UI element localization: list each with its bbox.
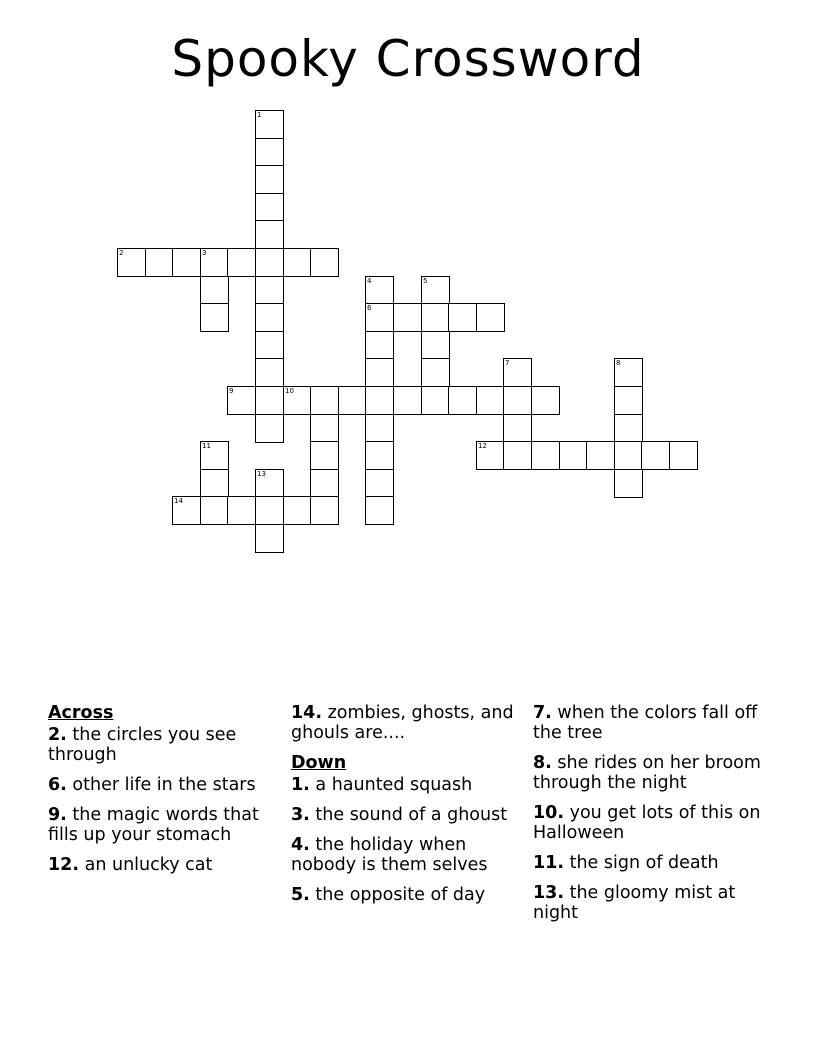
grid-cell[interactable]	[614, 441, 643, 470]
cell-number: 5	[423, 277, 428, 285]
grid-cell[interactable]	[255, 110, 284, 139]
grid-cell[interactable]	[503, 358, 532, 387]
grid-cell[interactable]	[227, 386, 256, 415]
grid-cell[interactable]	[283, 386, 312, 415]
grid-cell[interactable]	[614, 414, 643, 443]
grid-cell[interactable]	[476, 441, 505, 470]
grid-cell[interactable]	[365, 414, 394, 443]
clue-column-3	[533, 703, 763, 933]
grid-cell[interactable]	[531, 386, 560, 415]
clue-number: 3.	[291, 805, 310, 825]
clue-down-7	[533, 703, 763, 743]
clue-text: the sign of death	[569, 853, 719, 873]
cell-number: 12	[478, 442, 487, 450]
grid-cell[interactable]	[614, 358, 643, 387]
clue-number: 11.	[533, 853, 565, 873]
grid-cell[interactable]	[255, 496, 284, 525]
clue-number: 4.	[291, 835, 310, 855]
grid-cell[interactable]	[503, 386, 532, 415]
grid-cell[interactable]	[255, 220, 284, 249]
cell-number: 3	[202, 249, 207, 257]
grid-cell[interactable]	[200, 496, 229, 525]
grid-cell[interactable]	[255, 138, 284, 167]
clue-text: other life in the stars	[72, 775, 256, 795]
grid-cell[interactable]	[310, 469, 339, 498]
clue-number: 1.	[291, 775, 310, 795]
grid-cell[interactable]	[117, 248, 146, 277]
clue-across-14	[291, 703, 521, 743]
grid-cell[interactable]	[365, 358, 394, 387]
cell-number: 14	[174, 497, 183, 505]
cell-number: 4	[367, 277, 372, 285]
grid-cell[interactable]	[448, 303, 477, 332]
grid-cell[interactable]	[255, 358, 284, 387]
grid-cell[interactable]	[365, 386, 394, 415]
grid-cell[interactable]	[503, 414, 532, 443]
clue-down-4	[291, 835, 521, 875]
clue-number: 10.	[533, 803, 565, 823]
clue-text: when the colors fall off the tree	[533, 703, 758, 743]
cell-number: 8	[616, 359, 621, 367]
clue-text: the circles you see through	[48, 725, 237, 765]
clue-column-1	[48, 703, 278, 885]
clue-down-5	[291, 885, 521, 905]
grid-cell[interactable]	[310, 248, 339, 277]
down-heading: Down	[291, 753, 347, 773]
clue-across-2	[48, 725, 278, 765]
grid-cell[interactable]	[310, 414, 339, 443]
clue-down-1	[291, 775, 521, 795]
cell-number: 9	[229, 387, 234, 395]
cell-number: 1	[257, 111, 262, 119]
grid-cell[interactable]	[200, 303, 229, 332]
grid-cell[interactable]	[310, 496, 339, 525]
cell-number: 2	[119, 249, 124, 257]
clue-number: 12.	[48, 855, 80, 875]
grid-cell[interactable]	[227, 496, 256, 525]
grid-cell[interactable]	[255, 193, 284, 222]
clue-number: 8.	[533, 753, 552, 773]
grid-cell[interactable]	[338, 386, 367, 415]
clue-number: 7.	[533, 703, 552, 723]
clue-across-6	[48, 775, 278, 795]
grid-cell[interactable]	[255, 524, 284, 553]
clue-number: 5.	[291, 885, 310, 905]
grid-cell[interactable]	[669, 441, 698, 470]
grid-cell[interactable]	[586, 441, 615, 470]
grid-cell[interactable]	[255, 165, 284, 194]
clue-text: a haunted squash	[315, 775, 473, 795]
clue-down-11	[533, 853, 763, 873]
clue-across-9	[48, 805, 278, 845]
cell-number: 13	[257, 470, 266, 478]
grid-cell[interactable]	[393, 303, 422, 332]
grid-cell[interactable]	[365, 331, 394, 360]
cell-number: 6	[367, 304, 372, 312]
grid-cell[interactable]	[448, 386, 477, 415]
grid-cell[interactable]	[310, 441, 339, 470]
grid-cell[interactable]	[172, 496, 201, 525]
clue-column-2	[291, 703, 521, 915]
grid-cell[interactable]	[531, 441, 560, 470]
cell-number: 7	[505, 359, 510, 367]
grid-cell[interactable]	[145, 248, 174, 277]
grid-cell[interactable]	[503, 441, 532, 470]
clue-down-13	[533, 883, 763, 923]
grid-cell[interactable]	[255, 303, 284, 332]
clue-text: zombies, ghosts, and ghouls are....	[291, 703, 514, 743]
grid-cell[interactable]	[421, 303, 450, 332]
clue-down-8	[533, 753, 763, 793]
grid-cell[interactable]	[365, 303, 394, 332]
clue-text: the magic words that fills up your stomach	[48, 805, 259, 845]
grid-cell[interactable]	[614, 469, 643, 498]
clue-text: the gloomy mist at night	[533, 883, 736, 923]
clue-down-3	[291, 805, 521, 825]
grid-cell[interactable]	[255, 469, 284, 498]
grid-cell[interactable]	[283, 496, 312, 525]
grid-cell[interactable]	[227, 248, 256, 277]
grid-cell[interactable]	[310, 386, 339, 415]
grid-cell[interactable]	[200, 441, 229, 470]
grid-cell[interactable]	[614, 386, 643, 415]
grid-cell[interactable]	[421, 331, 450, 360]
grid-cell[interactable]	[365, 496, 394, 525]
grid-cell[interactable]	[200, 469, 229, 498]
grid-cell[interactable]	[172, 248, 201, 277]
grid-cell[interactable]	[255, 386, 284, 415]
grid-cell[interactable]	[200, 248, 229, 277]
clue-text: you get lots of this on Halloween	[533, 803, 761, 843]
clue-text: the sound of a ghoust	[315, 805, 508, 825]
grid-cell[interactable]	[365, 276, 394, 305]
clue-down-10	[533, 803, 763, 843]
clue-across-12	[48, 855, 278, 875]
cell-number: 10	[285, 387, 294, 395]
grid-cell[interactable]	[365, 469, 394, 498]
grid-cell[interactable]	[255, 331, 284, 360]
grid-cell[interactable]	[255, 414, 284, 443]
clue-text: the opposite of day	[315, 885, 486, 905]
clue-number: 9.	[48, 805, 67, 825]
clue-text: she rides on her broom through the night	[533, 753, 761, 793]
page-title: Spooky Crossword	[171, 30, 645, 88]
clue-text: the holiday when nobody is them selves	[291, 835, 488, 875]
grid-cell[interactable]	[365, 441, 394, 470]
grid-cell[interactable]	[283, 248, 312, 277]
across-heading: Across	[48, 703, 114, 723]
clue-number: 2.	[48, 725, 67, 745]
grid-cell[interactable]	[255, 248, 284, 277]
grid-cell[interactable]	[255, 276, 284, 305]
grid-cell[interactable]	[421, 358, 450, 387]
clue-text: an unlucky cat	[84, 855, 213, 875]
clue-number: 14.	[291, 703, 323, 723]
grid-cell[interactable]	[393, 386, 422, 415]
grid-cell[interactable]	[476, 303, 505, 332]
grid-cell[interactable]	[200, 276, 229, 305]
grid-cell[interactable]	[476, 386, 505, 415]
grid-cell[interactable]	[421, 386, 450, 415]
cell-number: 11	[202, 442, 211, 450]
grid-cell[interactable]	[559, 441, 588, 470]
clue-number: 6.	[48, 775, 67, 795]
grid-cell[interactable]	[641, 441, 670, 470]
grid-cell[interactable]	[421, 276, 450, 305]
clue-number: 13.	[533, 883, 565, 903]
